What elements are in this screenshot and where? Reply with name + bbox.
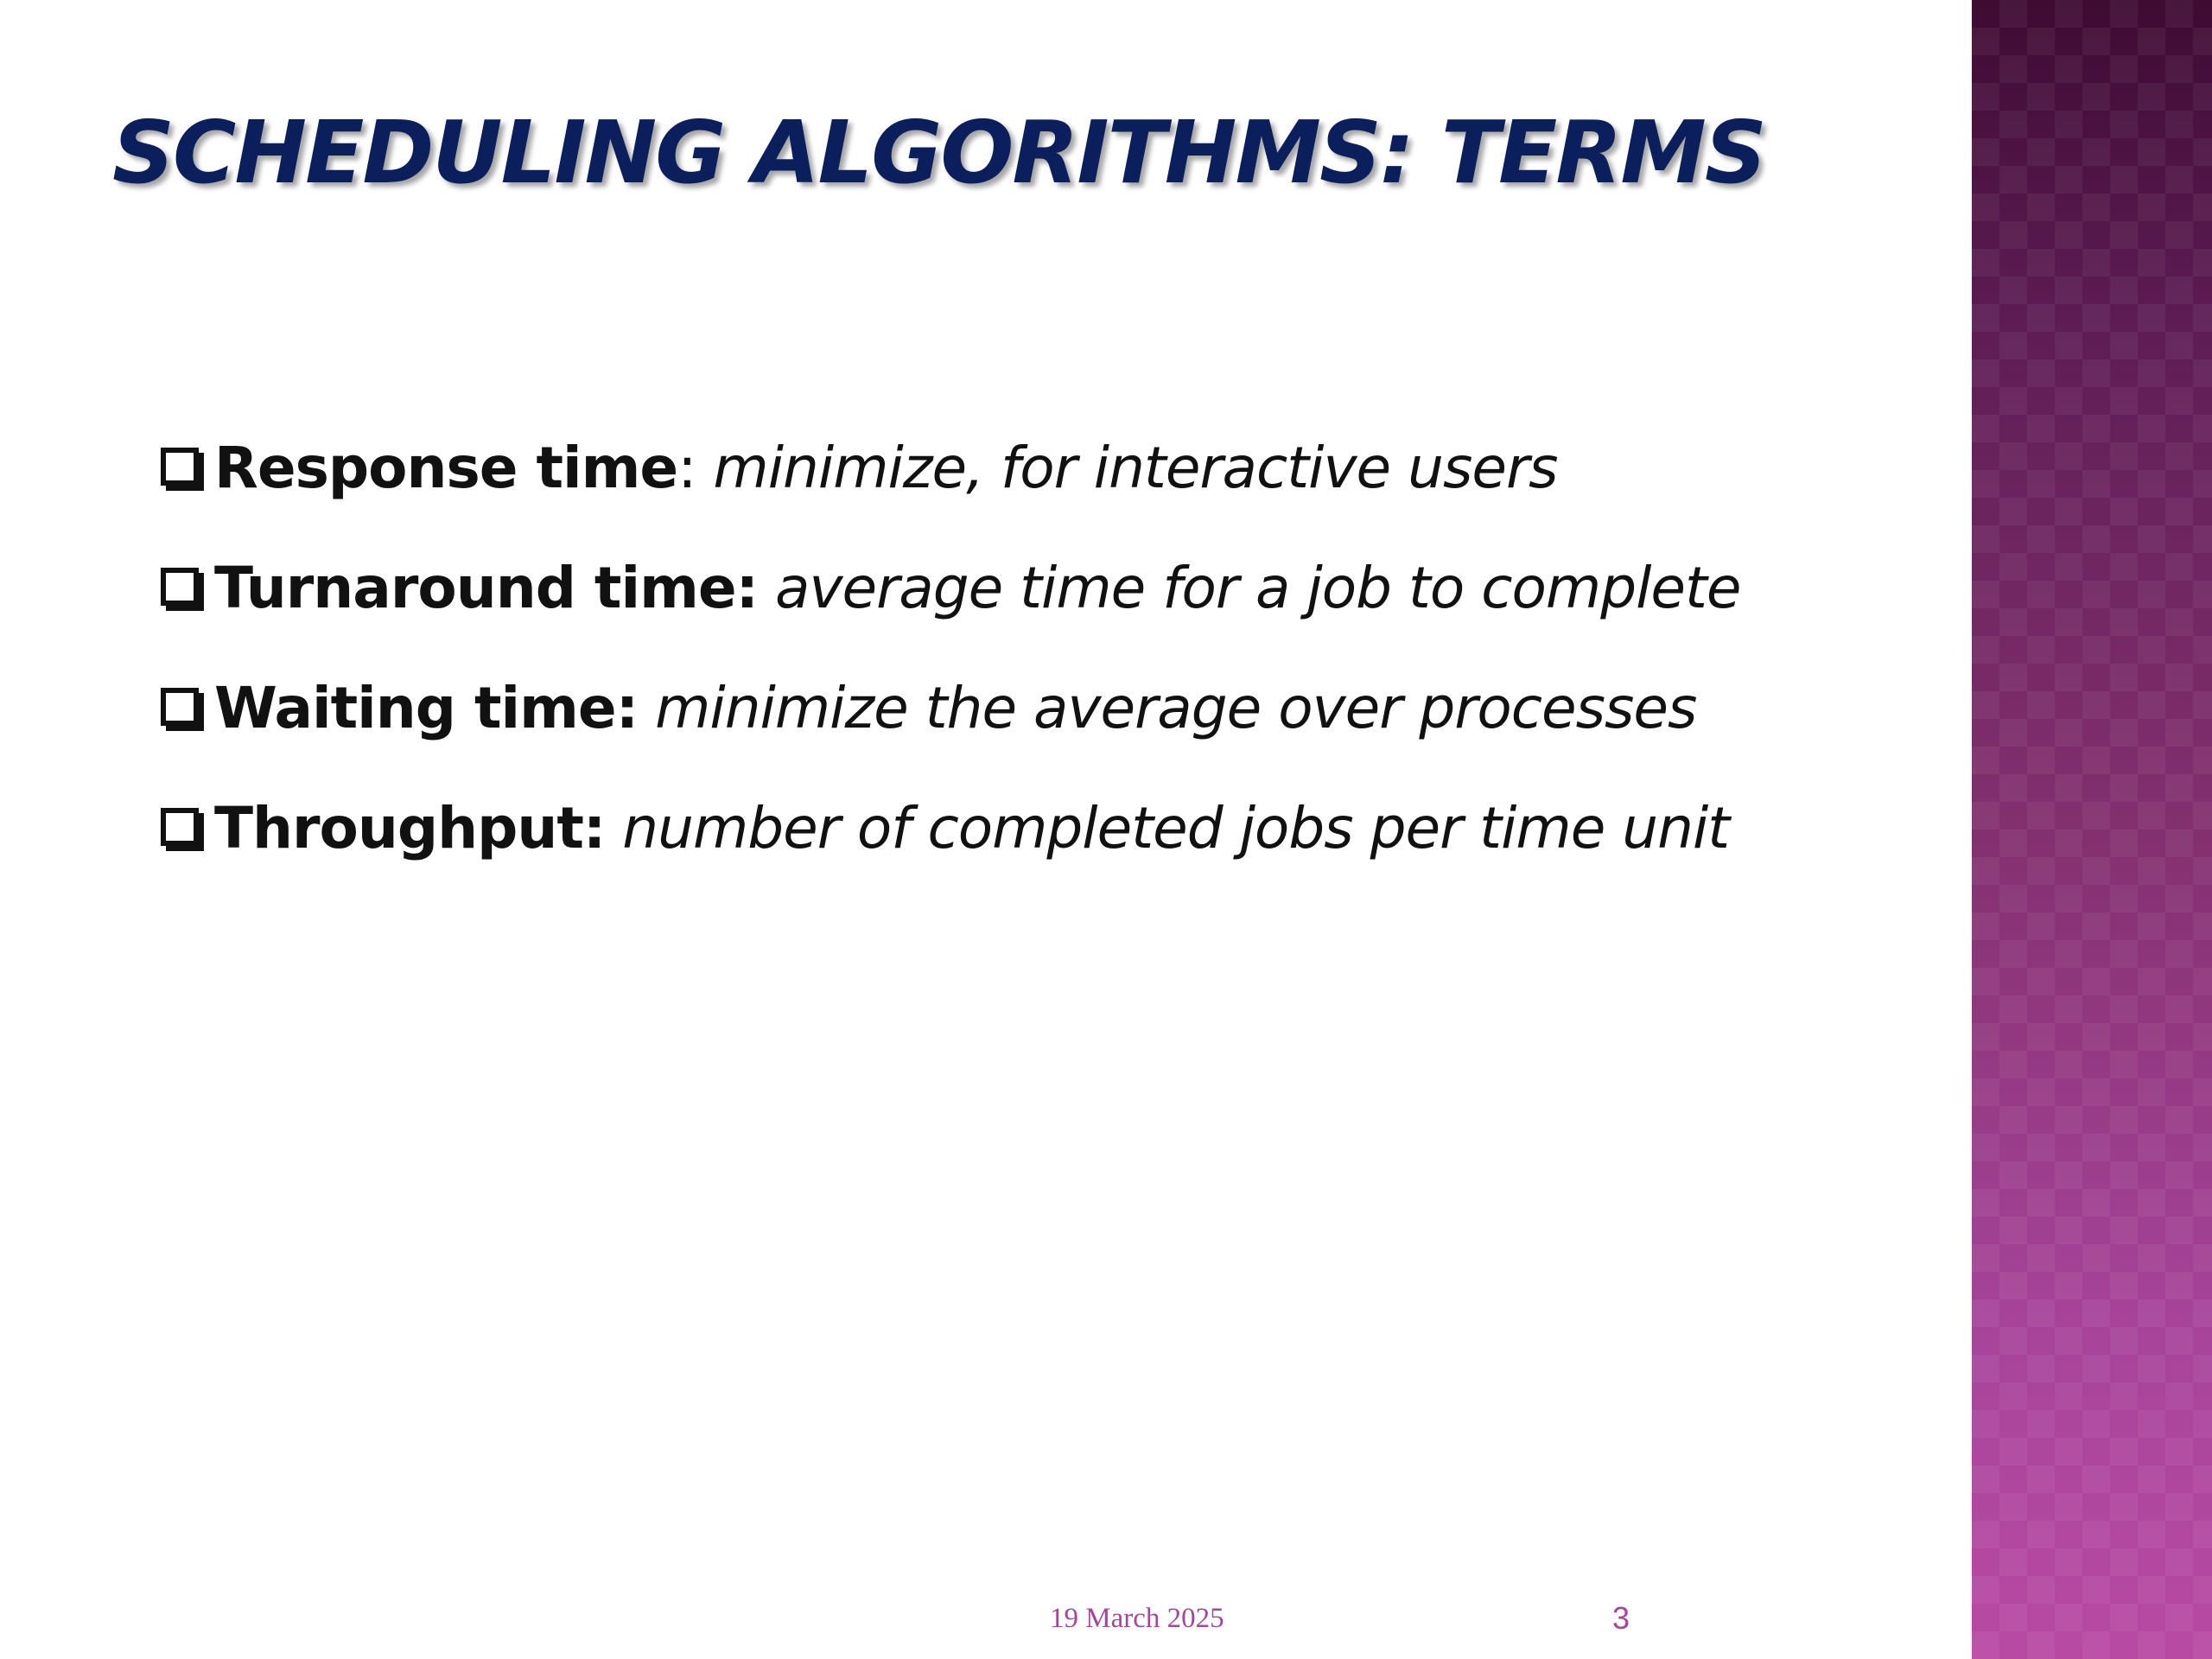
bullet-separator bbox=[605, 795, 622, 861]
bullet-item bbox=[161, 768, 1741, 888]
footer-date: 19 March 2025 bbox=[1050, 1603, 1224, 1634]
bullet-separator: : bbox=[677, 435, 714, 501]
checkbox-icon bbox=[161, 808, 199, 846]
slide-number: 3 bbox=[1612, 1600, 1630, 1636]
bullet-item bbox=[161, 408, 1741, 528]
checkbox-icon bbox=[161, 688, 199, 726]
slide-title: SCHEDULING ALGORITHMS: TERMS bbox=[112, 102, 1765, 203]
bullet-item bbox=[161, 528, 1741, 648]
bullet-description: minimize, for interactive users bbox=[713, 435, 1558, 501]
checkbox-icon bbox=[161, 448, 199, 486]
bullet-description: number of completed jobs per time unit bbox=[622, 795, 1730, 861]
diamond-pattern bbox=[1972, 0, 2212, 1659]
bullet-term: Waiting time: bbox=[214, 675, 639, 741]
bullet-term: Throughput: bbox=[214, 795, 606, 861]
bullet-separator bbox=[758, 555, 775, 621]
bullet-separator bbox=[638, 675, 655, 741]
bullet-item bbox=[161, 648, 1741, 768]
bullet-term: Turnaround time: bbox=[214, 555, 759, 621]
bullet-description: minimize the average over processes bbox=[655, 675, 1697, 741]
decorative-side-band bbox=[1972, 0, 2212, 1659]
bullet-list bbox=[161, 408, 1741, 888]
bullet-description: average time for a job to complete bbox=[775, 555, 1741, 621]
bullet-term: Response time bbox=[214, 435, 678, 501]
checkbox-icon bbox=[161, 568, 199, 606]
